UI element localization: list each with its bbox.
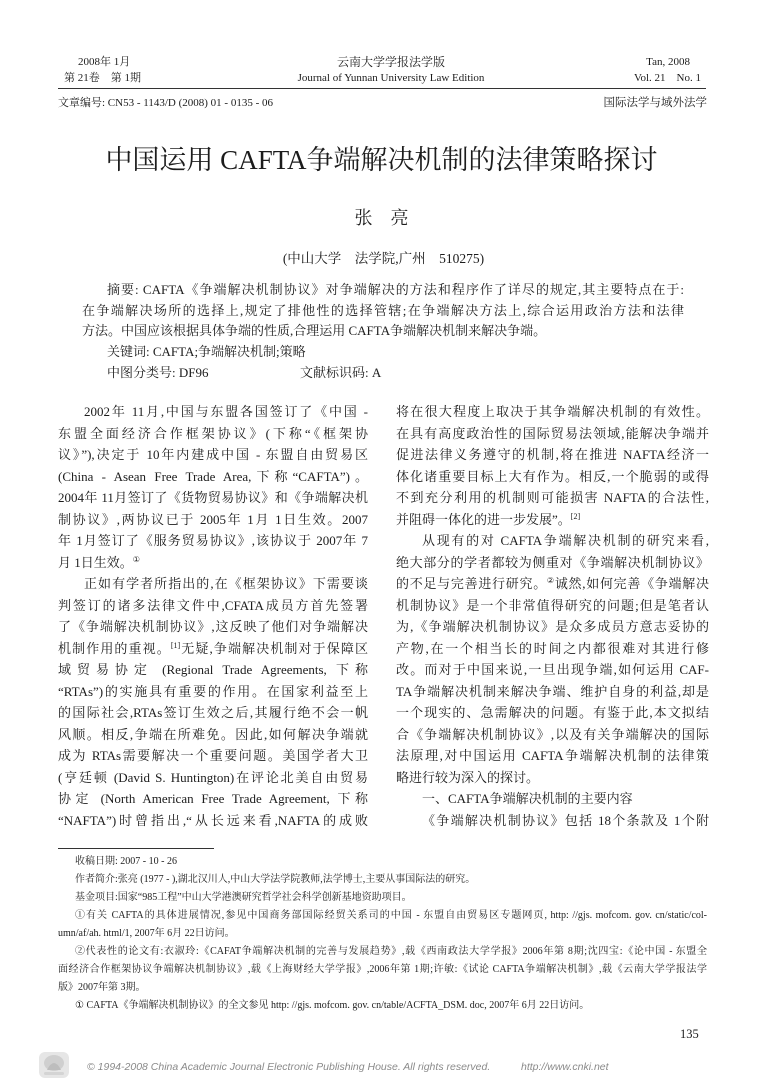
page-number: 135 — [680, 1027, 699, 1041]
body-line: “NAFTA”)时曾指出,“从长远来看,NAFTA的成败 — [58, 812, 368, 828]
body-line: 产物,在一个相当长的时间之内都很难对其进行修 — [396, 640, 709, 656]
body-line: 2004年 11月签订了《货物贸易协议》和《争端解决机 — [58, 490, 368, 505]
body-line: 成为 RTAs需要解决一个重要问题。美国学者大卫 — [58, 748, 368, 763]
body-line: 《争端解决机制协议》包括 18个条款及 1个附 — [422, 812, 709, 828]
body-line: 机制协议》是一个非常值得研究的问题;但是笔者认 — [396, 597, 709, 613]
body-line: 了《争端解决机制协议》,这反映了他们对争端解决 — [58, 619, 368, 634]
article-title: 中国运用 CAFTA争端解决机制的法律策略探讨 — [105, 145, 658, 175]
footnote-line: ②代表性的论文有:衣淑玲:《CAFAT争端解决机制的完善与发展趋势》,载《西南政法大学学报》2006年第 8期;沈四宝:《论中国 - 东盟全 — [75, 946, 707, 957]
footnote-ref: ② — [546, 576, 555, 585]
body-line: 合《争端解决机制协议》,以及有关争端解决的国际 — [396, 726, 709, 742]
section-label: 国际法学与域外法学 — [603, 97, 707, 109]
body-line — [396, 509, 709, 531]
body-line: 域贸易协定 (Regional Trade Agreements, 下称 — [58, 662, 368, 677]
body-line — [58, 638, 368, 660]
footnote-line: ①有关 CAFTA的具体进展情况,参见中国商务部国际经贸关系司的中国 - 东盟自由贸易区专题网页, http: //gjs. mofcom. gov. cn/static/col- — [75, 910, 707, 921]
body-line: 为,《争端解决机制协议》是众多成员方意志妥协的 — [396, 619, 709, 634]
body-line: 的国际社会,RTAs签订生效之后,其履行绝不会一帆 — [58, 705, 368, 720]
abstract-line: 在争端解决场所的选择上,规定了排他性的选择管辖;在争端解决方法上,综合运用政治方法和法律 — [82, 302, 684, 318]
body-line: 年 1月签订了《服务贸易协议》,该协议于 2007年 7 — [58, 533, 368, 548]
body-line: TA争端解决机制来解决争端、维护自身的利益,却是 — [396, 683, 709, 699]
body-line: “RTAs”)的实施具有重要的作用。在国家利益至上 — [58, 683, 368, 699]
header-journal-name-en: Journal of Yunnan University Law Edition — [297, 72, 485, 84]
body-line: 判签订的诸多法律文件中,CFATA成员方首先签署 — [58, 597, 368, 613]
body-line: 风顺。相反,争端在所难免。因此,如何解决争端就 — [58, 726, 368, 742]
footnote-divider — [58, 848, 214, 849]
body-text: 月 1日生效。 — [58, 554, 133, 570]
body-line: 协定 (North American Free Trade Agreement, 下称 — [58, 791, 368, 806]
received-date: 收稿日期: 2007 - 10 - 26 — [75, 856, 177, 867]
body-line: (China - Asean Free Trade Area,下称“CAFTA”)。 — [58, 468, 368, 484]
author-name: 张 亮 — [354, 208, 409, 228]
author-affiliation: (中山大学 法学院,广州 510275) — [282, 251, 485, 266]
footnote-ref: ① — [132, 554, 140, 564]
body-line: 改。而对于中国来说,一旦出现争端,如何运用 CAF- — [396, 662, 709, 677]
publisher-url: http://www.cnki.net — [521, 1061, 609, 1073]
document-code: 文献标识码: A — [300, 365, 382, 380]
body-line: 制协议》,两协议已于 2005年 1月 1日生效。2007 — [58, 511, 368, 527]
body-right-column — [396, 401, 709, 831]
body-line: 体化诸重要目标上大有作为。相反,一个脆弱的或得 — [396, 468, 709, 484]
body-line: 2002年 11月,中国与东盟各国签订了《中国 - — [84, 404, 368, 419]
body-line: 正如有学者所指出的,在《框架协议》下需要谈 — [84, 576, 368, 591]
keywords: 关键词: CAFTA;争端解决机制;策略 — [107, 344, 306, 359]
body-text: 机制作用的重视。 — [58, 640, 171, 656]
body-text: 无疑,争端解决机制对于保障区 — [180, 640, 368, 656]
body-line — [396, 573, 709, 595]
body-line: 不到充分利用的机制则可能损害 NAFTA的合法性, — [396, 490, 709, 505]
header-divider — [58, 88, 706, 89]
body-line: 从现有的对 CAFTA争端解决机制的研究来看, — [422, 533, 709, 548]
body-line: 东盟全面经济合作框架协议》(下称“《框架协 — [58, 425, 368, 441]
article-number: 文章编号: CN53 - 1143/D (2008) 01 - 0135 - 06 — [58, 97, 273, 109]
cnki-logo — [38, 1050, 70, 1080]
body-line: 略进行较为深入的探讨。 — [396, 769, 540, 785]
section-heading: 一、CAFTA争端解决机制的主要内容 — [422, 791, 633, 806]
body-line: 议》”),决定于 10年内建成中国 - 东盟自由贸易区 — [58, 447, 368, 462]
body-line: (亨廷顿 (David S. Huntington)在评论北美自由贸易 — [58, 769, 368, 785]
header-volume-issue-en: Vol. 21 No. 1 — [633, 72, 701, 84]
classification-number: 中图分类号: DF96 — [107, 365, 209, 380]
body-text: 的不足与完善进行研究。 — [396, 576, 547, 591]
body-line: 在具有高度政治性的国际贸易法领域,能解决争端并 — [396, 425, 709, 441]
abstract-line: 摘要: CAFTA《争端解决机制协议》对争端解决的方法和程序作了详尽的规定,其主要特点在于: — [107, 282, 684, 297]
body-line: 将在很大程度上取决于其争端解决机制的有效性。 — [396, 404, 709, 419]
footnote-line: ① CAFTA《争端解决机制协议》的全文参见 http: //gjs. mofcom. gov. cn/table/ACFTA_DSM. doc, 2007年 6月 22日访问。 — [75, 1000, 590, 1011]
footnote-line: 版》2007年第 3期。 — [58, 982, 146, 993]
header-journal-name: 云南大学学报法学版 — [336, 55, 445, 69]
footnote-line: 面经济合作框架协议争端解决机制协议》,载《上海财经大学学报》,2006年第 1期;许敏:《试论 CAFTA争端解决机制》,载《云南大学学报法学 — [58, 964, 707, 975]
body-text: 诚然,如何完善《争端解决 — [554, 576, 709, 591]
body-line: 一个现实的、急需解决的问题。有鉴于此,本文拟结 — [396, 705, 709, 720]
body-line: 绝大部分的学者都较为侧重对《争端解决机制协议》 — [396, 554, 709, 570]
funding-note: 基金项目:国家“985工程”中山大学港澳研究哲学社会科学创新基地资助项目。 — [75, 892, 412, 903]
citation-ref: [1] — [170, 640, 181, 650]
footnote-line: umn/af/ah. html/1, 2007年 6月 22日访问。 — [58, 928, 235, 939]
copyright-notice: © 1994-2008 China Academic Journal Electronic Publishing House. All rights reserved. — [87, 1061, 491, 1073]
body-line: 法原理,对中国运用 CAFTA争端解决机制的法律策 — [396, 748, 709, 763]
abstract — [82, 280, 684, 342]
header-date-en: Tan, 2008 — [646, 56, 690, 68]
body-text: 并阻碍一体化的进一步发展”。 — [396, 511, 571, 527]
header-volume-issue: 第 21卷 第 1期 — [64, 72, 141, 84]
header-date: 2008年 1月 — [78, 56, 131, 68]
body-line: 促进法律义务遵守的机制,将在推进 NAFTA经济一 — [396, 447, 709, 462]
body-line — [58, 552, 368, 574]
abstract-line: 方法。中国应该根据具体争端的性质,合理运用 CAFTA争端解决机制来解决争端。 — [82, 323, 547, 338]
citation-ref: [2] — [570, 511, 581, 521]
footnotes — [58, 853, 707, 1015]
body-left-column — [58, 401, 368, 831]
author-bio: 作者简介:张亮 (1977 - ),湖北汉川人,中山大学法学院教师,法学博士,主要从事国际法的研究。 — [75, 874, 476, 885]
